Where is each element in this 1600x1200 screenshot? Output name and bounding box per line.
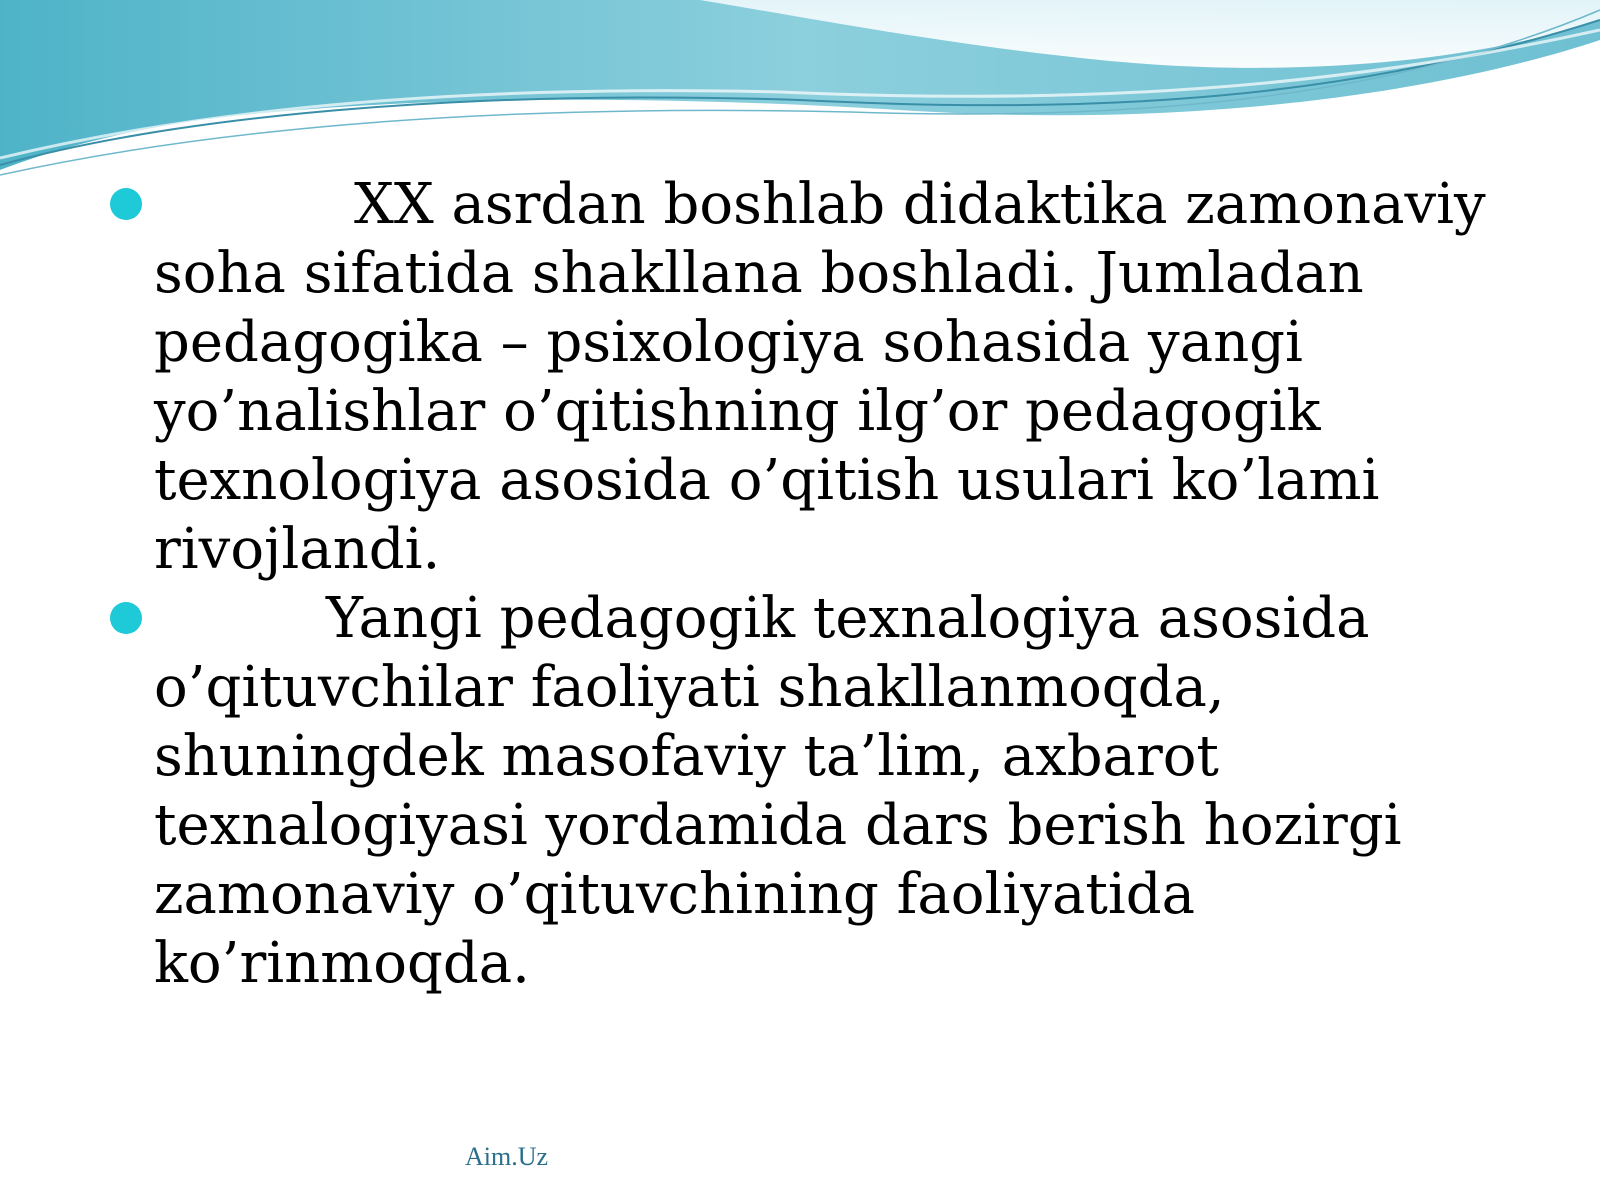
bullet-dot-icon bbox=[110, 188, 142, 220]
bullet-item bbox=[0, 584, 1600, 998]
bullet-dot-icon bbox=[110, 602, 142, 634]
bullet-list bbox=[0, 170, 1600, 998]
bullet-text: XX asrdan boshlab didaktika zamonaviy soha sifatida shakllana boshladi. Jumladan pedagogika – psixologiya sohasida yangi yo’nalishlar o’qitishning ilg’or pedagogik texnologiya asosida o’qitish usulari ko’lami rivojlandi. bbox=[154, 172, 1486, 582]
bullet-text: Yangi pedagogik texnalogiya asosida o’qituvchilar faoliyati shakllanmoqda, shuningdek masofaviy ta’lim, axbarot texnalogiyasi yordamida dars berish hozirgi zamonaviy o’qituvchining faoliyatida ko’rinmoqda. bbox=[154, 586, 1402, 996]
footer-watermark: Aim.Uz bbox=[465, 1142, 549, 1171]
bullet-item bbox=[0, 170, 1600, 584]
